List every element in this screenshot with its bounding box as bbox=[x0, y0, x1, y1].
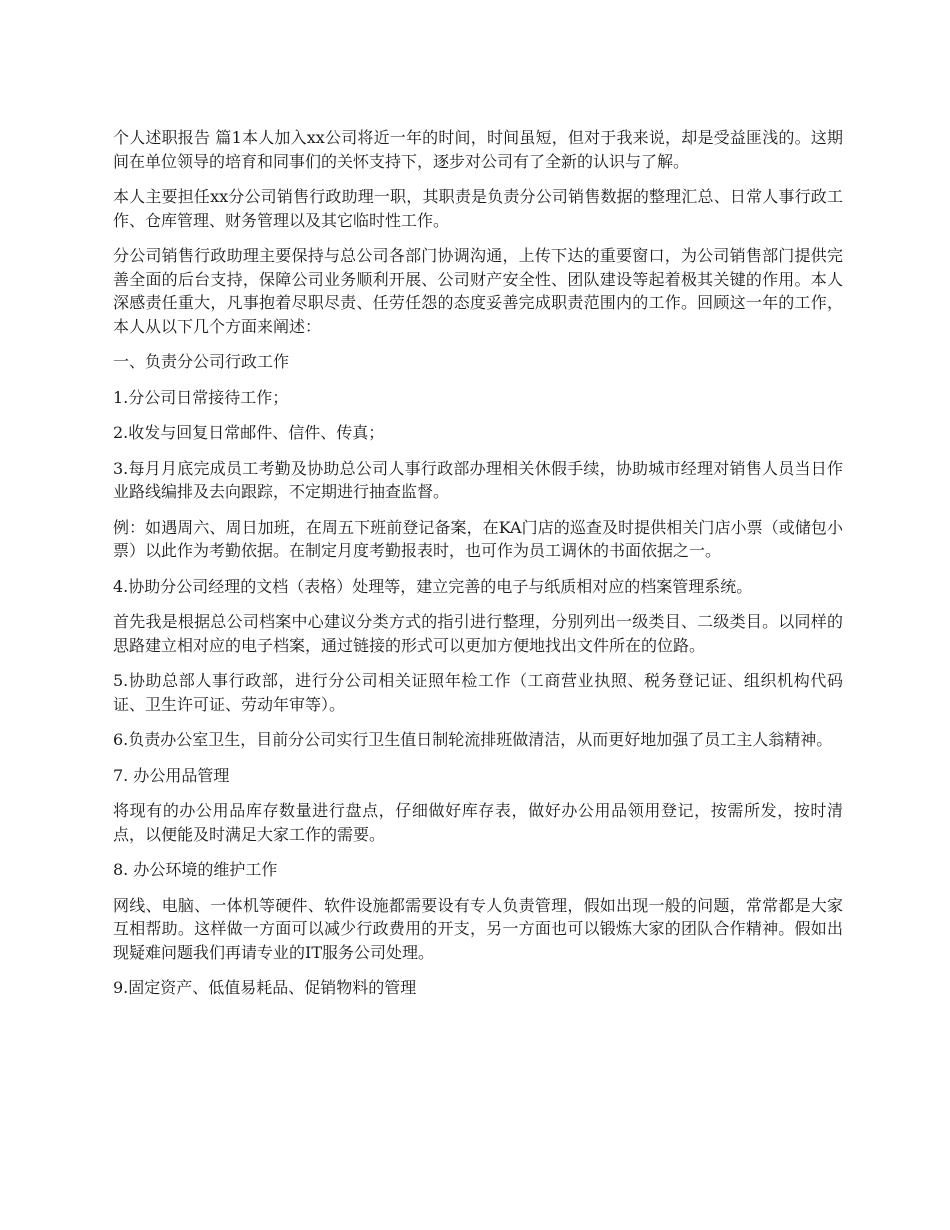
example-paragraph: 例：如遇周六、周日加班，在周五下班前登记备案，在KA门店的巡查及时提供相关门店小票（或储包小票）以此作为考勤依据。在制定月度考勤报表时，也可作为员工调休的书面依据之一。 bbox=[113, 517, 843, 560]
list-item-2: 2.收发与回复日常邮件、信件、传真； bbox=[113, 423, 385, 442]
environment-paragraph: 网线、电脑、一体机等硬件、软件设施都需要设有专人负责管理，假如出现一般的问题，常常都是大家互相帮助。这样做一方面可以减少行政费用的开支，另一方面也可以锻炼大家的团队合作精神。假如出现疑难问题我们再请专业的IT服务公司处理。 bbox=[113, 895, 843, 962]
intro-paragraph: 个人述职报告 篇1本人加入xx公司将近一年的时间，时间虽短，但对于我来说，却是受益匪浅的。这期间在单位领导的培育和同事们的关怀支持下，逐步对公司有了全新的认识与了解。 bbox=[113, 128, 843, 171]
list-item-4: 4.协助分公司经理的文档（表格）处理等，建立完善的电子与纸质相对应的档案管理系统。 bbox=[113, 576, 753, 596]
role-paragraph: 本人主要担任xx分公司销售行政助理一职，其职责是负责分公司销售数据的整理汇总、日常人事行政工作、仓库管理、财务管理以及其它临时性工作。 bbox=[113, 187, 843, 230]
archive-paragraph: 首先我是根据总公司档案中心建议分类方式的指引进行整理，分别列出一级类目、二级类目。以同样的思路建立相对应的电子档案，通过链接的形式可以更加方便地找出文件所在的位路。 bbox=[113, 612, 843, 655]
document-body bbox=[113, 126, 843, 1012]
list-item-9: 9.固定资产、低值易耗品、促销物料的管理 bbox=[113, 978, 417, 997]
section-heading: 一、负责分公司行政工作 bbox=[113, 352, 290, 371]
list-item-7: 7. 办公用品管理 bbox=[113, 765, 230, 785]
list-item-1: 1.分公司日常接待工作； bbox=[113, 387, 289, 407]
list-item-6: 6.负责办公室卫生，目前分公司实行卫生值日制轮流排班做清洁，从而更好地加强了员工主人翁精神。 bbox=[113, 730, 833, 749]
duties-paragraph: 分公司销售行政助理主要保持与总公司各部门协调沟通，上传下达的重要窗口，为公司销售部门提供完善全面的后台支持，保障公司业务顺利开展、公司财产安全性、团队建设等起着极其关键的作用。本人深感责任重大，凡事抱着尽职尽责、任劳任怨的态度妥善完成职责范围内的工作。回顾这一年的工作，本人从以下几个方面来阐述： bbox=[113, 246, 843, 336]
supplies-paragraph: 将现有的办公用品库存数量进行盘点，仔细做好库存表，做好办公用品领用登记，按需所发，按时清点，以便能及时满足大家工作的需要。 bbox=[113, 801, 843, 844]
list-item-5: 5.协助总部人事行政部，进行分公司相关证照年检工作（工商营业执照、税务登记证、组织机构代码证、卫生许可证、劳动年审等）。 bbox=[113, 671, 843, 714]
list-item-3: 3.每月月底完成员工考勤及协助总公司人事行政部办理相关休假手续，协助城市经理对销售人员当日作业路线编排及去向跟踪，不定期进行抽查监督。 bbox=[113, 458, 843, 501]
list-item-8: 8. 办公环境的维护工作 bbox=[113, 860, 278, 879]
